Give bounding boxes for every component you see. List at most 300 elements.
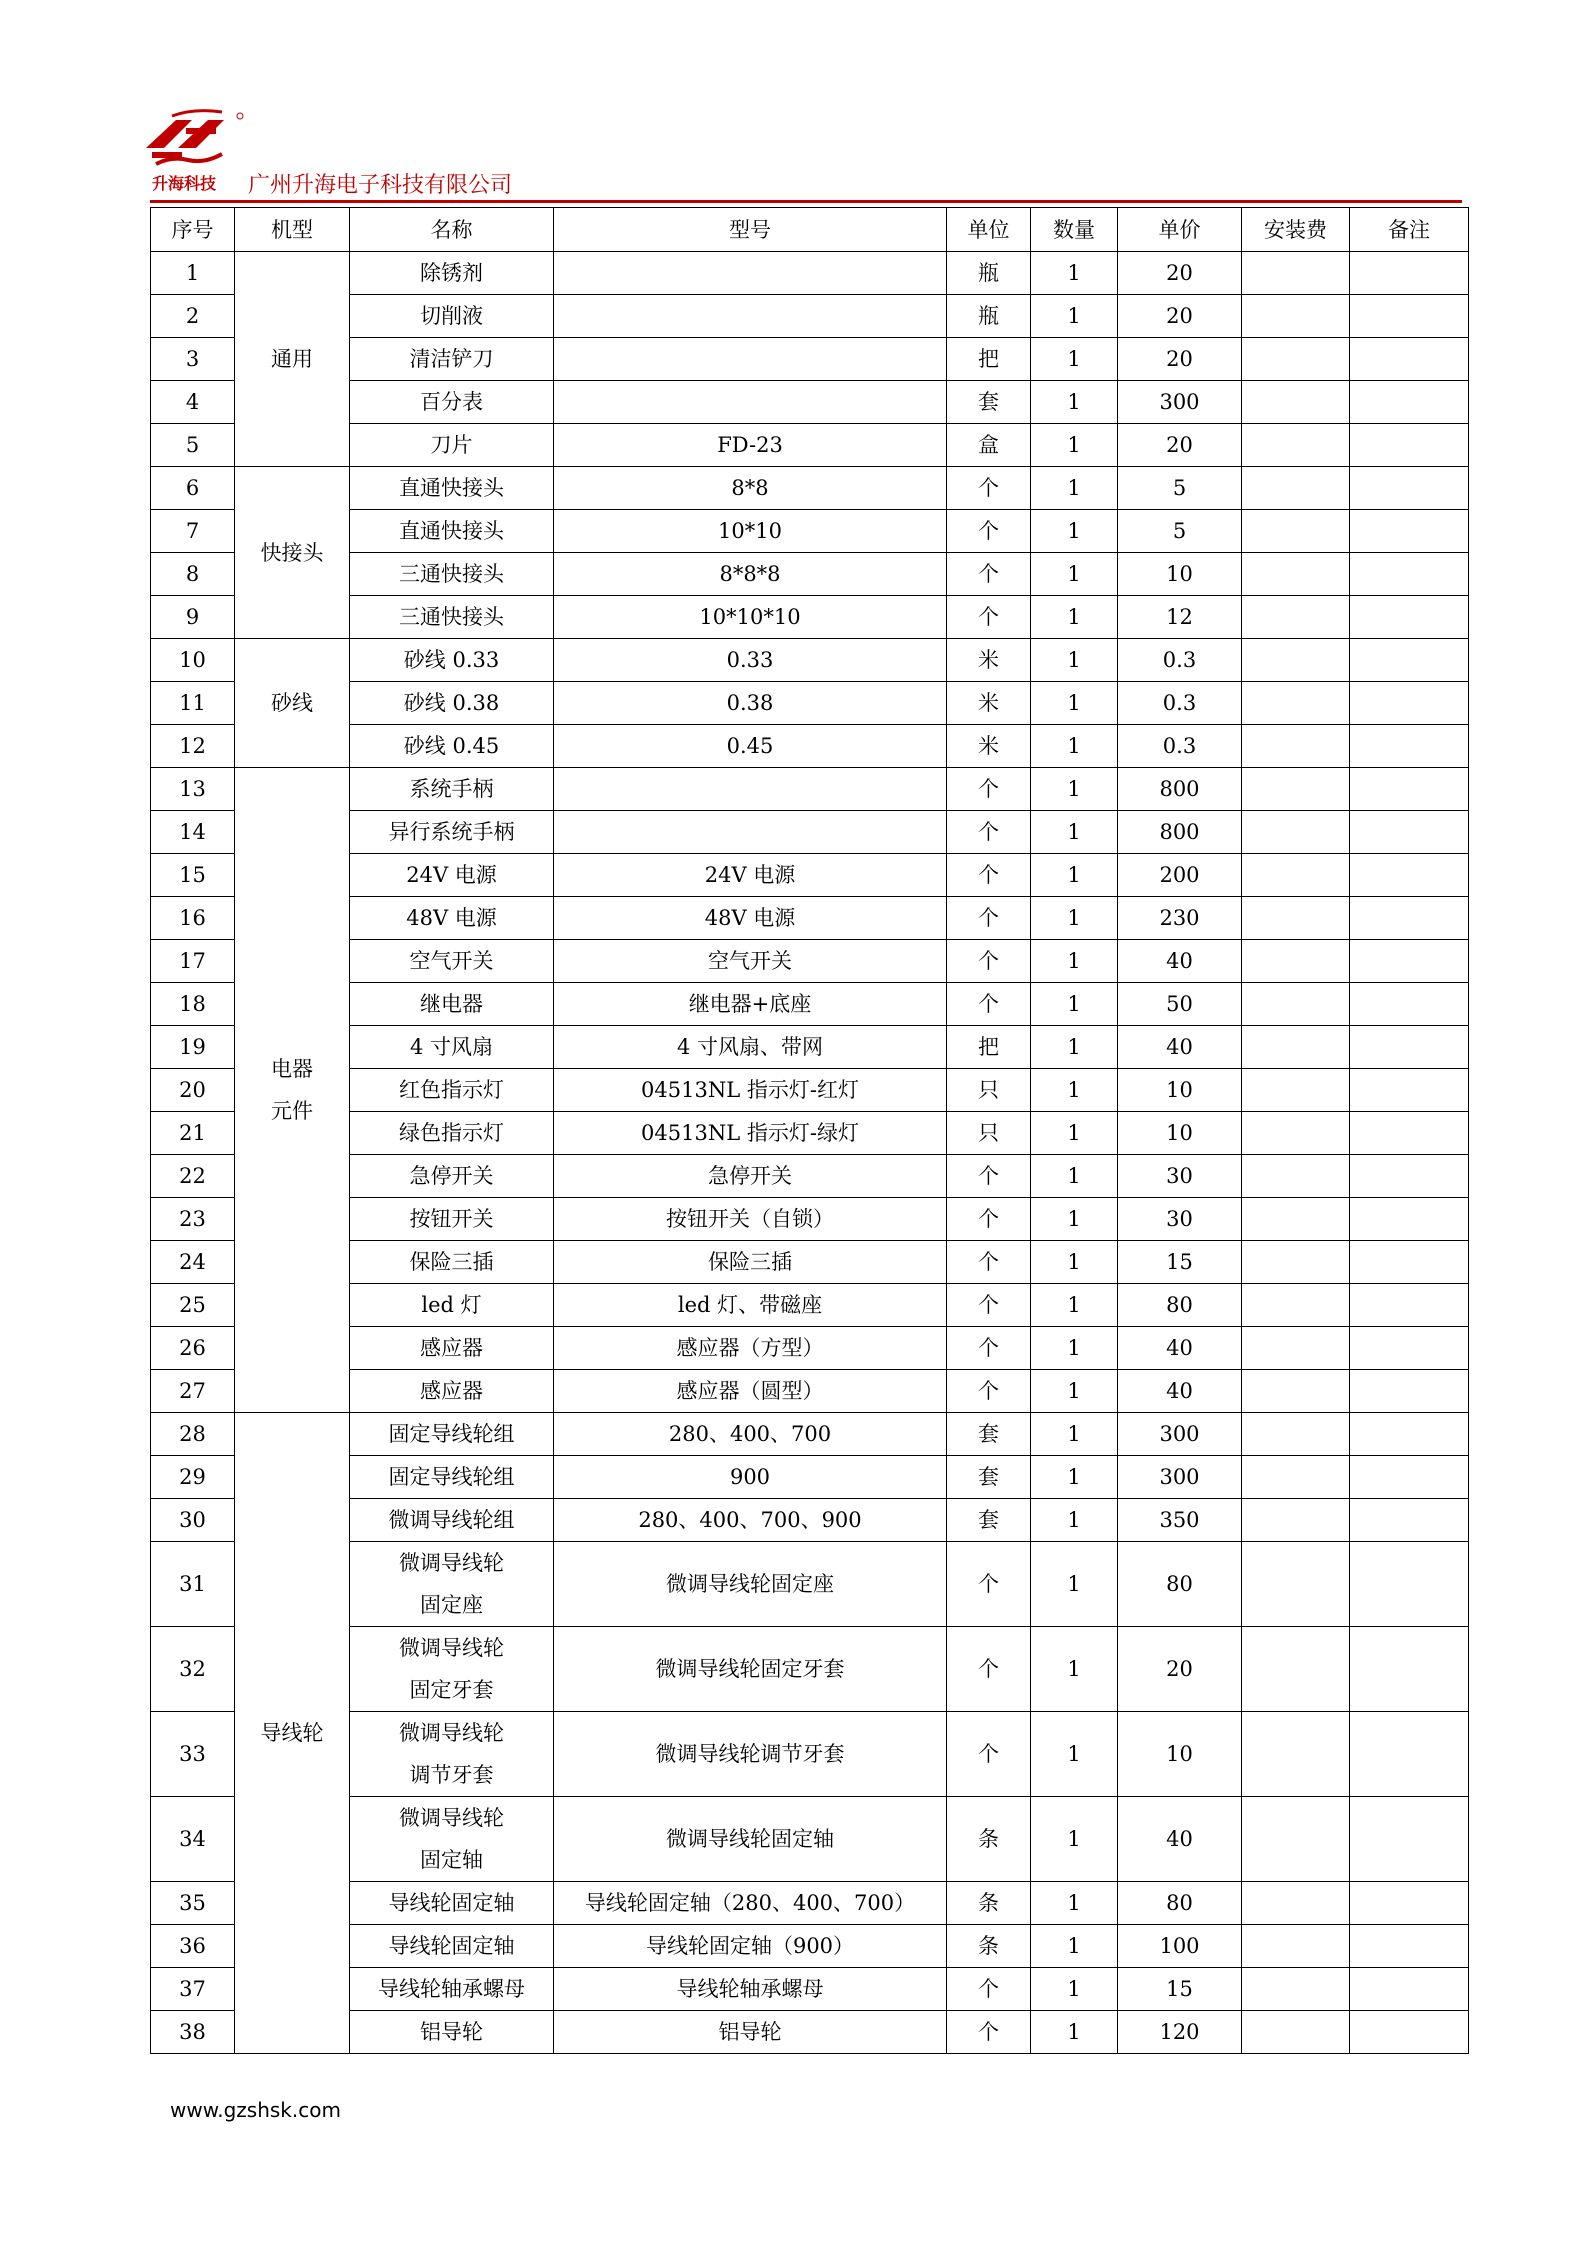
row-number-cell: 18: [151, 983, 235, 1026]
unit-price-cell: 350: [1118, 1499, 1242, 1542]
item-name-cell: 直通快接头: [350, 467, 554, 510]
unit-price-cell: 5: [1118, 467, 1242, 510]
unit-price-cell: 40: [1118, 940, 1242, 983]
model-cell: led 灯、带磁座: [554, 1284, 947, 1327]
quantity-cell: 1: [1031, 2011, 1118, 2054]
remarks-cell: [1350, 983, 1469, 1026]
row-number-cell: 3: [151, 338, 235, 381]
quantity-cell: 1: [1031, 467, 1118, 510]
row-number-cell: 5: [151, 424, 235, 467]
quantity-cell: 1: [1031, 682, 1118, 725]
quantity-cell: 1: [1031, 1499, 1118, 1542]
remarks-cell: [1350, 1284, 1469, 1327]
model-cell: 8*8*8: [554, 553, 947, 596]
item-name-cell: 红色指示灯: [350, 1069, 554, 1112]
unit-price-cell: 10: [1118, 1712, 1242, 1797]
remarks-cell: [1350, 1882, 1469, 1925]
install-fee-cell: [1242, 1542, 1350, 1627]
quantity-cell: 1: [1031, 983, 1118, 1026]
item-name-cell: 刀片: [350, 424, 554, 467]
row-number-cell: 11: [151, 682, 235, 725]
remarks-cell: [1350, 2011, 1469, 2054]
item-name-cell: 绿色指示灯: [350, 1112, 554, 1155]
quantity-cell: 1: [1031, 381, 1118, 424]
row-number-cell: 28: [151, 1413, 235, 1456]
unit-price-cell: 20: [1118, 424, 1242, 467]
unit-price-cell: 20: [1118, 338, 1242, 381]
model-cell: [554, 768, 947, 811]
header-cell: 单价: [1118, 208, 1242, 252]
install-fee-cell: [1242, 1370, 1350, 1413]
quantity-cell: 1: [1031, 424, 1118, 467]
unit-cell: 瓶: [947, 252, 1031, 295]
remarks-cell: [1350, 596, 1469, 639]
company-logo-icon: [142, 108, 252, 172]
install-fee-cell: [1242, 1712, 1350, 1797]
row-number-cell: 14: [151, 811, 235, 854]
remarks-cell: [1350, 768, 1469, 811]
unit-price-cell: 0.3: [1118, 682, 1242, 725]
unit-cell: 个: [947, 1542, 1031, 1627]
unit-price-cell: 30: [1118, 1198, 1242, 1241]
remarks-cell: [1350, 1198, 1469, 1241]
quantity-cell: 1: [1031, 1542, 1118, 1627]
unit-price-cell: 300: [1118, 1413, 1242, 1456]
unit-cell: 个: [947, 1370, 1031, 1413]
header-cell: 数量: [1031, 208, 1118, 252]
item-name-cell: 感应器: [350, 1370, 554, 1413]
remarks-cell: [1350, 682, 1469, 725]
unit-price-cell: 230: [1118, 897, 1242, 940]
unit-cell: 条: [947, 1797, 1031, 1882]
model-cell: 10*10: [554, 510, 947, 553]
unit-price-cell: 100: [1118, 1925, 1242, 1968]
remarks-cell: [1350, 1542, 1469, 1627]
machine-type-cell: [235, 768, 350, 1413]
row-number-cell: 37: [151, 1968, 235, 2011]
row-number-cell: 2: [151, 295, 235, 338]
unit-cell: 个: [947, 1968, 1031, 2011]
unit-price-cell: 12: [1118, 596, 1242, 639]
quantity-cell: 1: [1031, 1925, 1118, 1968]
unit-cell: 个: [947, 1712, 1031, 1797]
item-name-cell: 直通快接头: [350, 510, 554, 553]
unit-price-cell: 800: [1118, 768, 1242, 811]
model-cell: 280、400、700: [554, 1413, 947, 1456]
model-cell: 0.45: [554, 725, 947, 768]
machine-type-cell: 导线轮: [235, 1413, 350, 2054]
install-fee-cell: [1242, 768, 1350, 811]
model-cell: 8*8: [554, 467, 947, 510]
item-name-line: 微调导线轮: [399, 1636, 504, 1660]
unit-cell: 个: [947, 1284, 1031, 1327]
unit-price-cell: 10: [1118, 553, 1242, 596]
table-row: [151, 467, 1469, 510]
model-cell: 微调导线轮调节牙套: [554, 1712, 947, 1797]
item-name-cell: 导线轮固定轴: [350, 1925, 554, 1968]
quantity-cell: 1: [1031, 295, 1118, 338]
row-number-cell: 38: [151, 2011, 235, 2054]
model-cell: FD-23: [554, 424, 947, 467]
unit-cell: 把: [947, 338, 1031, 381]
unit-cell: 个: [947, 1155, 1031, 1198]
item-name-cell: 切削液: [350, 295, 554, 338]
remarks-cell: [1350, 1925, 1469, 1968]
unit-cell: 米: [947, 639, 1031, 682]
item-name-cell: 百分表: [350, 381, 554, 424]
item-name-cell: [350, 1542, 554, 1627]
row-number-cell: 25: [151, 1284, 235, 1327]
quantity-cell: 1: [1031, 940, 1118, 983]
remarks-cell: [1350, 510, 1469, 553]
quantity-cell: 1: [1031, 1284, 1118, 1327]
model-cell: 导线轮轴承螺母: [554, 1968, 947, 2011]
install-fee-cell: [1242, 510, 1350, 553]
unit-price-cell: 40: [1118, 1370, 1242, 1413]
unit-cell: 套: [947, 381, 1031, 424]
install-fee-cell: [1242, 639, 1350, 682]
install-fee-cell: [1242, 1797, 1350, 1882]
model-cell: 280、400、700、900: [554, 1499, 947, 1542]
table-row: [151, 639, 1469, 682]
install-fee-cell: [1242, 1925, 1350, 1968]
quantity-cell: 1: [1031, 1413, 1118, 1456]
unit-price-cell: 10: [1118, 1112, 1242, 1155]
header-rule: [150, 200, 1462, 203]
quantity-cell: 1: [1031, 1797, 1118, 1882]
model-cell: 空气开关: [554, 940, 947, 983]
unit-price-cell: 15: [1118, 1968, 1242, 2011]
item-name-cell: 保险三插: [350, 1241, 554, 1284]
quantity-cell: 1: [1031, 1370, 1118, 1413]
unit-cell: 套: [947, 1499, 1031, 1542]
install-fee-cell: [1242, 1627, 1350, 1712]
remarks-cell: [1350, 897, 1469, 940]
install-fee-cell: [1242, 1284, 1350, 1327]
item-name-cell: 除锈剂: [350, 252, 554, 295]
unit-cell: 个: [947, 811, 1031, 854]
row-number-cell: 13: [151, 768, 235, 811]
remarks-cell: [1350, 1069, 1469, 1112]
model-cell: 900: [554, 1456, 947, 1499]
install-fee-cell: [1242, 295, 1350, 338]
unit-cell: 个: [947, 1241, 1031, 1284]
row-number-cell: 33: [151, 1712, 235, 1797]
model-cell: 微调导线轮固定牙套: [554, 1627, 947, 1712]
install-fee-cell: [1242, 553, 1350, 596]
header-cell: 单位: [947, 208, 1031, 252]
install-fee-cell: [1242, 940, 1350, 983]
install-fee-cell: [1242, 2011, 1350, 2054]
quantity-cell: 1: [1031, 338, 1118, 381]
row-number-cell: 16: [151, 897, 235, 940]
quantity-cell: 1: [1031, 811, 1118, 854]
item-name-line: 微调导线轮: [399, 1721, 504, 1745]
remarks-cell: [1350, 1627, 1469, 1712]
item-name-cell: 4 寸风扇: [350, 1026, 554, 1069]
row-number-cell: 20: [151, 1069, 235, 1112]
quantity-cell: 1: [1031, 1712, 1118, 1797]
unit-cell: 把: [947, 1026, 1031, 1069]
quantity-cell: 1: [1031, 854, 1118, 897]
unit-price-cell: 30: [1118, 1155, 1242, 1198]
item-name-cell: 砂线 0.38: [350, 682, 554, 725]
install-fee-cell: [1242, 983, 1350, 1026]
install-fee-cell: [1242, 1026, 1350, 1069]
unit-cell: 盒: [947, 424, 1031, 467]
quantity-cell: 1: [1031, 1968, 1118, 2011]
row-number-cell: 32: [151, 1627, 235, 1712]
row-number-cell: 23: [151, 1198, 235, 1241]
unit-cell: 米: [947, 682, 1031, 725]
item-name-cell: 继电器: [350, 983, 554, 1026]
remarks-cell: [1350, 1112, 1469, 1155]
quantity-cell: 1: [1031, 1198, 1118, 1241]
install-fee-cell: [1242, 854, 1350, 897]
item-name-cell: [350, 1712, 554, 1797]
quantity-cell: 1: [1031, 1155, 1118, 1198]
install-fee-cell: [1242, 1499, 1350, 1542]
item-name-cell: 三通快接头: [350, 553, 554, 596]
item-name-cell: 异行系统手柄: [350, 811, 554, 854]
model-cell: 铝导轮: [554, 2011, 947, 2054]
remarks-cell: [1350, 1241, 1469, 1284]
quantity-cell: 1: [1031, 1112, 1118, 1155]
item-name-cell: 空气开关: [350, 940, 554, 983]
table-row: [151, 1413, 1469, 1456]
item-name-line: 固定座: [420, 1593, 483, 1617]
row-number-cell: 19: [151, 1026, 235, 1069]
item-name-cell: 按钮开关: [350, 1198, 554, 1241]
unit-price-cell: 200: [1118, 854, 1242, 897]
unit-price-cell: 20: [1118, 1627, 1242, 1712]
model-cell: 急停开关: [554, 1155, 947, 1198]
row-number-cell: 7: [151, 510, 235, 553]
unit-price-cell: 5: [1118, 510, 1242, 553]
model-cell: [554, 381, 947, 424]
unit-cell: 个: [947, 1327, 1031, 1370]
parts-price-table: [150, 207, 1469, 2054]
item-name-cell: 三通快接头: [350, 596, 554, 639]
model-cell: 继电器+底座: [554, 983, 947, 1026]
item-name-cell: 固定导线轮组: [350, 1456, 554, 1499]
unit-cell: 个: [947, 1627, 1031, 1712]
item-name-cell: 微调导线轮组: [350, 1499, 554, 1542]
unit-cell: 套: [947, 1413, 1031, 1456]
table-header-row: [151, 208, 1469, 252]
item-name-cell: 铝导轮: [350, 2011, 554, 2054]
item-name-cell: 系统手柄: [350, 768, 554, 811]
row-number-cell: 6: [151, 467, 235, 510]
row-number-cell: 8: [151, 553, 235, 596]
item-name-cell: 导线轮固定轴: [350, 1882, 554, 1925]
quantity-cell: 1: [1031, 1627, 1118, 1712]
model-cell: 导线轮固定轴（280、400、700）: [554, 1882, 947, 1925]
row-number-cell: 15: [151, 854, 235, 897]
unit-cell: 个: [947, 2011, 1031, 2054]
unit-price-cell: 20: [1118, 295, 1242, 338]
row-number-cell: 9: [151, 596, 235, 639]
remarks-cell: [1350, 424, 1469, 467]
install-fee-cell: [1242, 252, 1350, 295]
quantity-cell: 1: [1031, 1026, 1118, 1069]
unit-cell: 个: [947, 1198, 1031, 1241]
unit-price-cell: 20: [1118, 252, 1242, 295]
install-fee-cell: [1242, 467, 1350, 510]
row-number-cell: 35: [151, 1882, 235, 1925]
item-name-line: 固定牙套: [409, 1678, 494, 1702]
machine-type-cell: 砂线: [235, 639, 350, 768]
unit-cell: 米: [947, 725, 1031, 768]
remarks-cell: [1350, 1456, 1469, 1499]
quantity-cell: 1: [1031, 1327, 1118, 1370]
remarks-cell: [1350, 467, 1469, 510]
footer-website: www.gzshsk.com: [170, 2098, 341, 2122]
header-cell: 序号: [151, 208, 235, 252]
unit-price-cell: 80: [1118, 1284, 1242, 1327]
remarks-cell: [1350, 1413, 1469, 1456]
quantity-cell: 1: [1031, 510, 1118, 553]
item-name-cell: 感应器: [350, 1327, 554, 1370]
model-cell: 4 寸风扇、带网: [554, 1026, 947, 1069]
table-row: [151, 252, 1469, 295]
table-row: [151, 768, 1469, 811]
unit-cell: 只: [947, 1112, 1031, 1155]
install-fee-cell: [1242, 725, 1350, 768]
unit-cell: 个: [947, 510, 1031, 553]
row-number-cell: 26: [151, 1327, 235, 1370]
quantity-cell: 1: [1031, 1241, 1118, 1284]
model-cell: 0.38: [554, 682, 947, 725]
install-fee-cell: [1242, 381, 1350, 424]
row-number-cell: 21: [151, 1112, 235, 1155]
install-fee-cell: [1242, 1155, 1350, 1198]
row-number-cell: 31: [151, 1542, 235, 1627]
item-name-cell: [350, 1797, 554, 1882]
unit-cell: 个: [947, 596, 1031, 639]
remarks-cell: [1350, 1327, 1469, 1370]
header-cell: 备注: [1350, 208, 1469, 252]
unit-price-cell: 50: [1118, 983, 1242, 1026]
model-cell: 感应器（圆型）: [554, 1370, 947, 1413]
remarks-cell: [1350, 295, 1469, 338]
model-cell: 0.33: [554, 639, 947, 682]
table-body: [151, 252, 1469, 2054]
model-cell: [554, 295, 947, 338]
machine-type-line: 电器: [271, 1057, 313, 1081]
header-cell: 名称: [350, 208, 554, 252]
item-name-cell: 砂线 0.33: [350, 639, 554, 682]
model-cell: 微调导线轮固定轴: [554, 1797, 947, 1882]
quantity-cell: 1: [1031, 768, 1118, 811]
model-cell: 按钮开关（自锁）: [554, 1198, 947, 1241]
item-name-cell: [350, 1627, 554, 1712]
install-fee-cell: [1242, 1882, 1350, 1925]
logo-text: 升海科技: [152, 174, 217, 193]
quantity-cell: 1: [1031, 1069, 1118, 1112]
install-fee-cell: [1242, 682, 1350, 725]
install-fee-cell: [1242, 897, 1350, 940]
quantity-cell: 1: [1031, 1456, 1118, 1499]
unit-price-cell: 0.3: [1118, 639, 1242, 682]
remarks-cell: [1350, 1155, 1469, 1198]
quantity-cell: 1: [1031, 553, 1118, 596]
install-fee-cell: [1242, 1069, 1350, 1112]
unit-cell: 只: [947, 1069, 1031, 1112]
remarks-cell: [1350, 381, 1469, 424]
unit-price-cell: 15: [1118, 1241, 1242, 1284]
header-cell: 安装费: [1242, 208, 1350, 252]
machine-type-cell: 快接头: [235, 467, 350, 639]
unit-cell: 套: [947, 1456, 1031, 1499]
install-fee-cell: [1242, 1241, 1350, 1284]
row-number-cell: 4: [151, 381, 235, 424]
unit-price-cell: 10: [1118, 1069, 1242, 1112]
remarks-cell: [1350, 1026, 1469, 1069]
item-name-cell: led 灯: [350, 1284, 554, 1327]
install-fee-cell: [1242, 338, 1350, 381]
model-cell: [554, 338, 947, 381]
page-header: [142, 108, 1462, 204]
model-cell: 微调导线轮固定座: [554, 1542, 947, 1627]
machine-type-cell: 通用: [235, 252, 350, 467]
item-name-cell: 砂线 0.45: [350, 725, 554, 768]
model-cell: 24V 电源: [554, 854, 947, 897]
item-name-line: 固定轴: [420, 1848, 483, 1872]
machine-type-line: 元件: [271, 1099, 313, 1123]
install-fee-cell: [1242, 1112, 1350, 1155]
item-name-cell: 清洁铲刀: [350, 338, 554, 381]
install-fee-cell: [1242, 811, 1350, 854]
item-name-line: 调节牙套: [409, 1763, 494, 1787]
model-cell: 感应器（方型）: [554, 1327, 947, 1370]
item-name-cell: 急停开关: [350, 1155, 554, 1198]
install-fee-cell: [1242, 1968, 1350, 2011]
header-cell: 型号: [554, 208, 947, 252]
remarks-cell: [1350, 1797, 1469, 1882]
unit-price-cell: 40: [1118, 1026, 1242, 1069]
row-number-cell: 34: [151, 1797, 235, 1882]
remarks-cell: [1350, 639, 1469, 682]
remarks-cell: [1350, 811, 1469, 854]
unit-cell: 瓶: [947, 295, 1031, 338]
install-fee-cell: [1242, 1198, 1350, 1241]
model-cell: [554, 252, 947, 295]
unit-cell: 条: [947, 1882, 1031, 1925]
unit-price-cell: 300: [1118, 1456, 1242, 1499]
unit-cell: 个: [947, 467, 1031, 510]
row-number-cell: 12: [151, 725, 235, 768]
unit-price-cell: 80: [1118, 1882, 1242, 1925]
install-fee-cell: [1242, 596, 1350, 639]
quantity-cell: 1: [1031, 252, 1118, 295]
unit-cell: 个: [947, 983, 1031, 1026]
model-cell: 导线轮固定轴（900）: [554, 1925, 947, 1968]
unit-cell: 个: [947, 768, 1031, 811]
quantity-cell: 1: [1031, 897, 1118, 940]
row-number-cell: 24: [151, 1241, 235, 1284]
row-number-cell: 27: [151, 1370, 235, 1413]
unit-cell: 个: [947, 940, 1031, 983]
model-cell: 保险三插: [554, 1241, 947, 1284]
unit-cell: 个: [947, 897, 1031, 940]
install-fee-cell: [1242, 1456, 1350, 1499]
item-name-line: 微调导线轮: [399, 1551, 504, 1575]
remarks-cell: [1350, 252, 1469, 295]
company-name: 广州升海电子科技有限公司: [248, 173, 513, 198]
item-name-cell: 导线轮轴承螺母: [350, 1968, 554, 2011]
remarks-cell: [1350, 725, 1469, 768]
